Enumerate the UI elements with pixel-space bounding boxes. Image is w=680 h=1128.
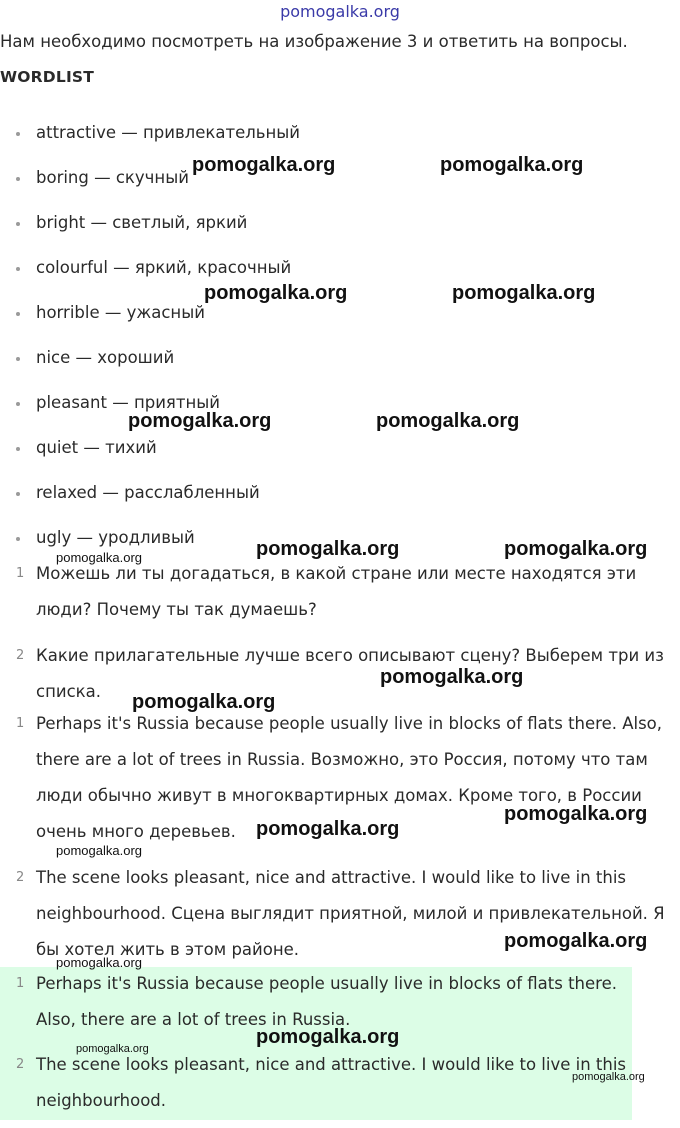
watermark: pomogalka.org	[192, 154, 336, 176]
summary-item: 1 Perhaps it's Russia because people usually live in blocks of flats there. Also, there are a lot of trees in Russia.	[16, 974, 617, 1029]
list-item: nice — хороший	[0, 343, 300, 388]
intro-text: Нам необходимо посмотреть на изображение 3 и ответить на вопросы.	[0, 32, 628, 51]
bullet-icon	[16, 312, 20, 316]
list-item: ugly — уродливый	[0, 523, 300, 568]
watermark: pomogalka.org	[504, 538, 648, 560]
list-item: colourful — яркий, красочный	[0, 253, 300, 298]
bullet-icon	[16, 177, 20, 181]
watermark: pomogalka.org	[56, 550, 142, 565]
watermark: pomogalka.org	[256, 538, 400, 560]
bullet-icon	[16, 267, 20, 271]
list-item: quiet — тихий	[0, 433, 300, 478]
watermark: pomogalka.org	[56, 843, 142, 858]
answer-item: 2 The scene looks pleasant, nice and attractive. I would like to live in this neighbourhood. Сцена выглядит приятной, милой и привлекательной. Я бы хотел жить в этом районе.	[16, 868, 665, 959]
question-item: 2 Какие прилагательные лучше всего описывают сцену? Выберем три из списка.	[16, 646, 664, 701]
watermark: pomogalka.org	[572, 1071, 645, 1083]
summary-item: 2 The scene looks pleasant, nice and attractive. I would like to live in this neighbourhood.	[16, 1055, 627, 1110]
bullet-icon	[16, 492, 20, 496]
watermark: pomogalka.org	[376, 410, 520, 432]
site-watermark: pomogalka.org	[280, 2, 400, 21]
bullet-icon	[16, 222, 20, 226]
watermark: pomogalka.org	[256, 1026, 400, 1048]
bullet-icon	[16, 402, 20, 406]
bullet-icon	[16, 357, 20, 361]
list-item: attractive — привлекательный	[0, 118, 300, 163]
watermark: pomogalka.org	[504, 930, 648, 952]
watermark: pomogalka.org	[128, 410, 272, 432]
bullet-icon	[16, 537, 20, 541]
watermark: pomogalka.org	[504, 803, 648, 825]
watermark: pomogalka.org	[380, 666, 524, 688]
list-item: horrible — ужасный	[0, 298, 300, 343]
questions-list	[0, 556, 680, 720]
watermark: pomogalka.org	[76, 1043, 149, 1055]
watermark: pomogalka.org	[452, 282, 596, 304]
watermark: pomogalka.org	[204, 282, 348, 304]
list-item: relaxed — расслабленный	[0, 478, 300, 523]
watermark: pomogalka.org	[256, 818, 400, 840]
answer-item: 1 Perhaps it's Russia because people usually live in blocks of flats there. Also, there are a lot of trees in Russia. Возможно, это Россия, потому что там люди обычно живут в многоквартирных домах. Кроме того, в России очень много деревьев.	[16, 714, 663, 841]
wordlist	[0, 118, 300, 568]
list-item: boring — скучный	[0, 163, 300, 208]
bullet-icon	[16, 447, 20, 451]
bullet-icon	[16, 132, 20, 136]
list-item: pleasant — приятный	[0, 388, 300, 433]
question-item: 1 Можешь ли ты догадаться, в какой стране или месте находятся эти люди? Почему ты так думаешь?	[16, 564, 637, 619]
watermark: pomogalka.org	[132, 691, 276, 713]
list-item: bright — светлый, яркий	[0, 208, 300, 253]
wordlist-heading: WORDLIST	[0, 68, 95, 86]
watermark: pomogalka.org	[56, 955, 142, 970]
watermark: pomogalka.org	[440, 154, 584, 176]
